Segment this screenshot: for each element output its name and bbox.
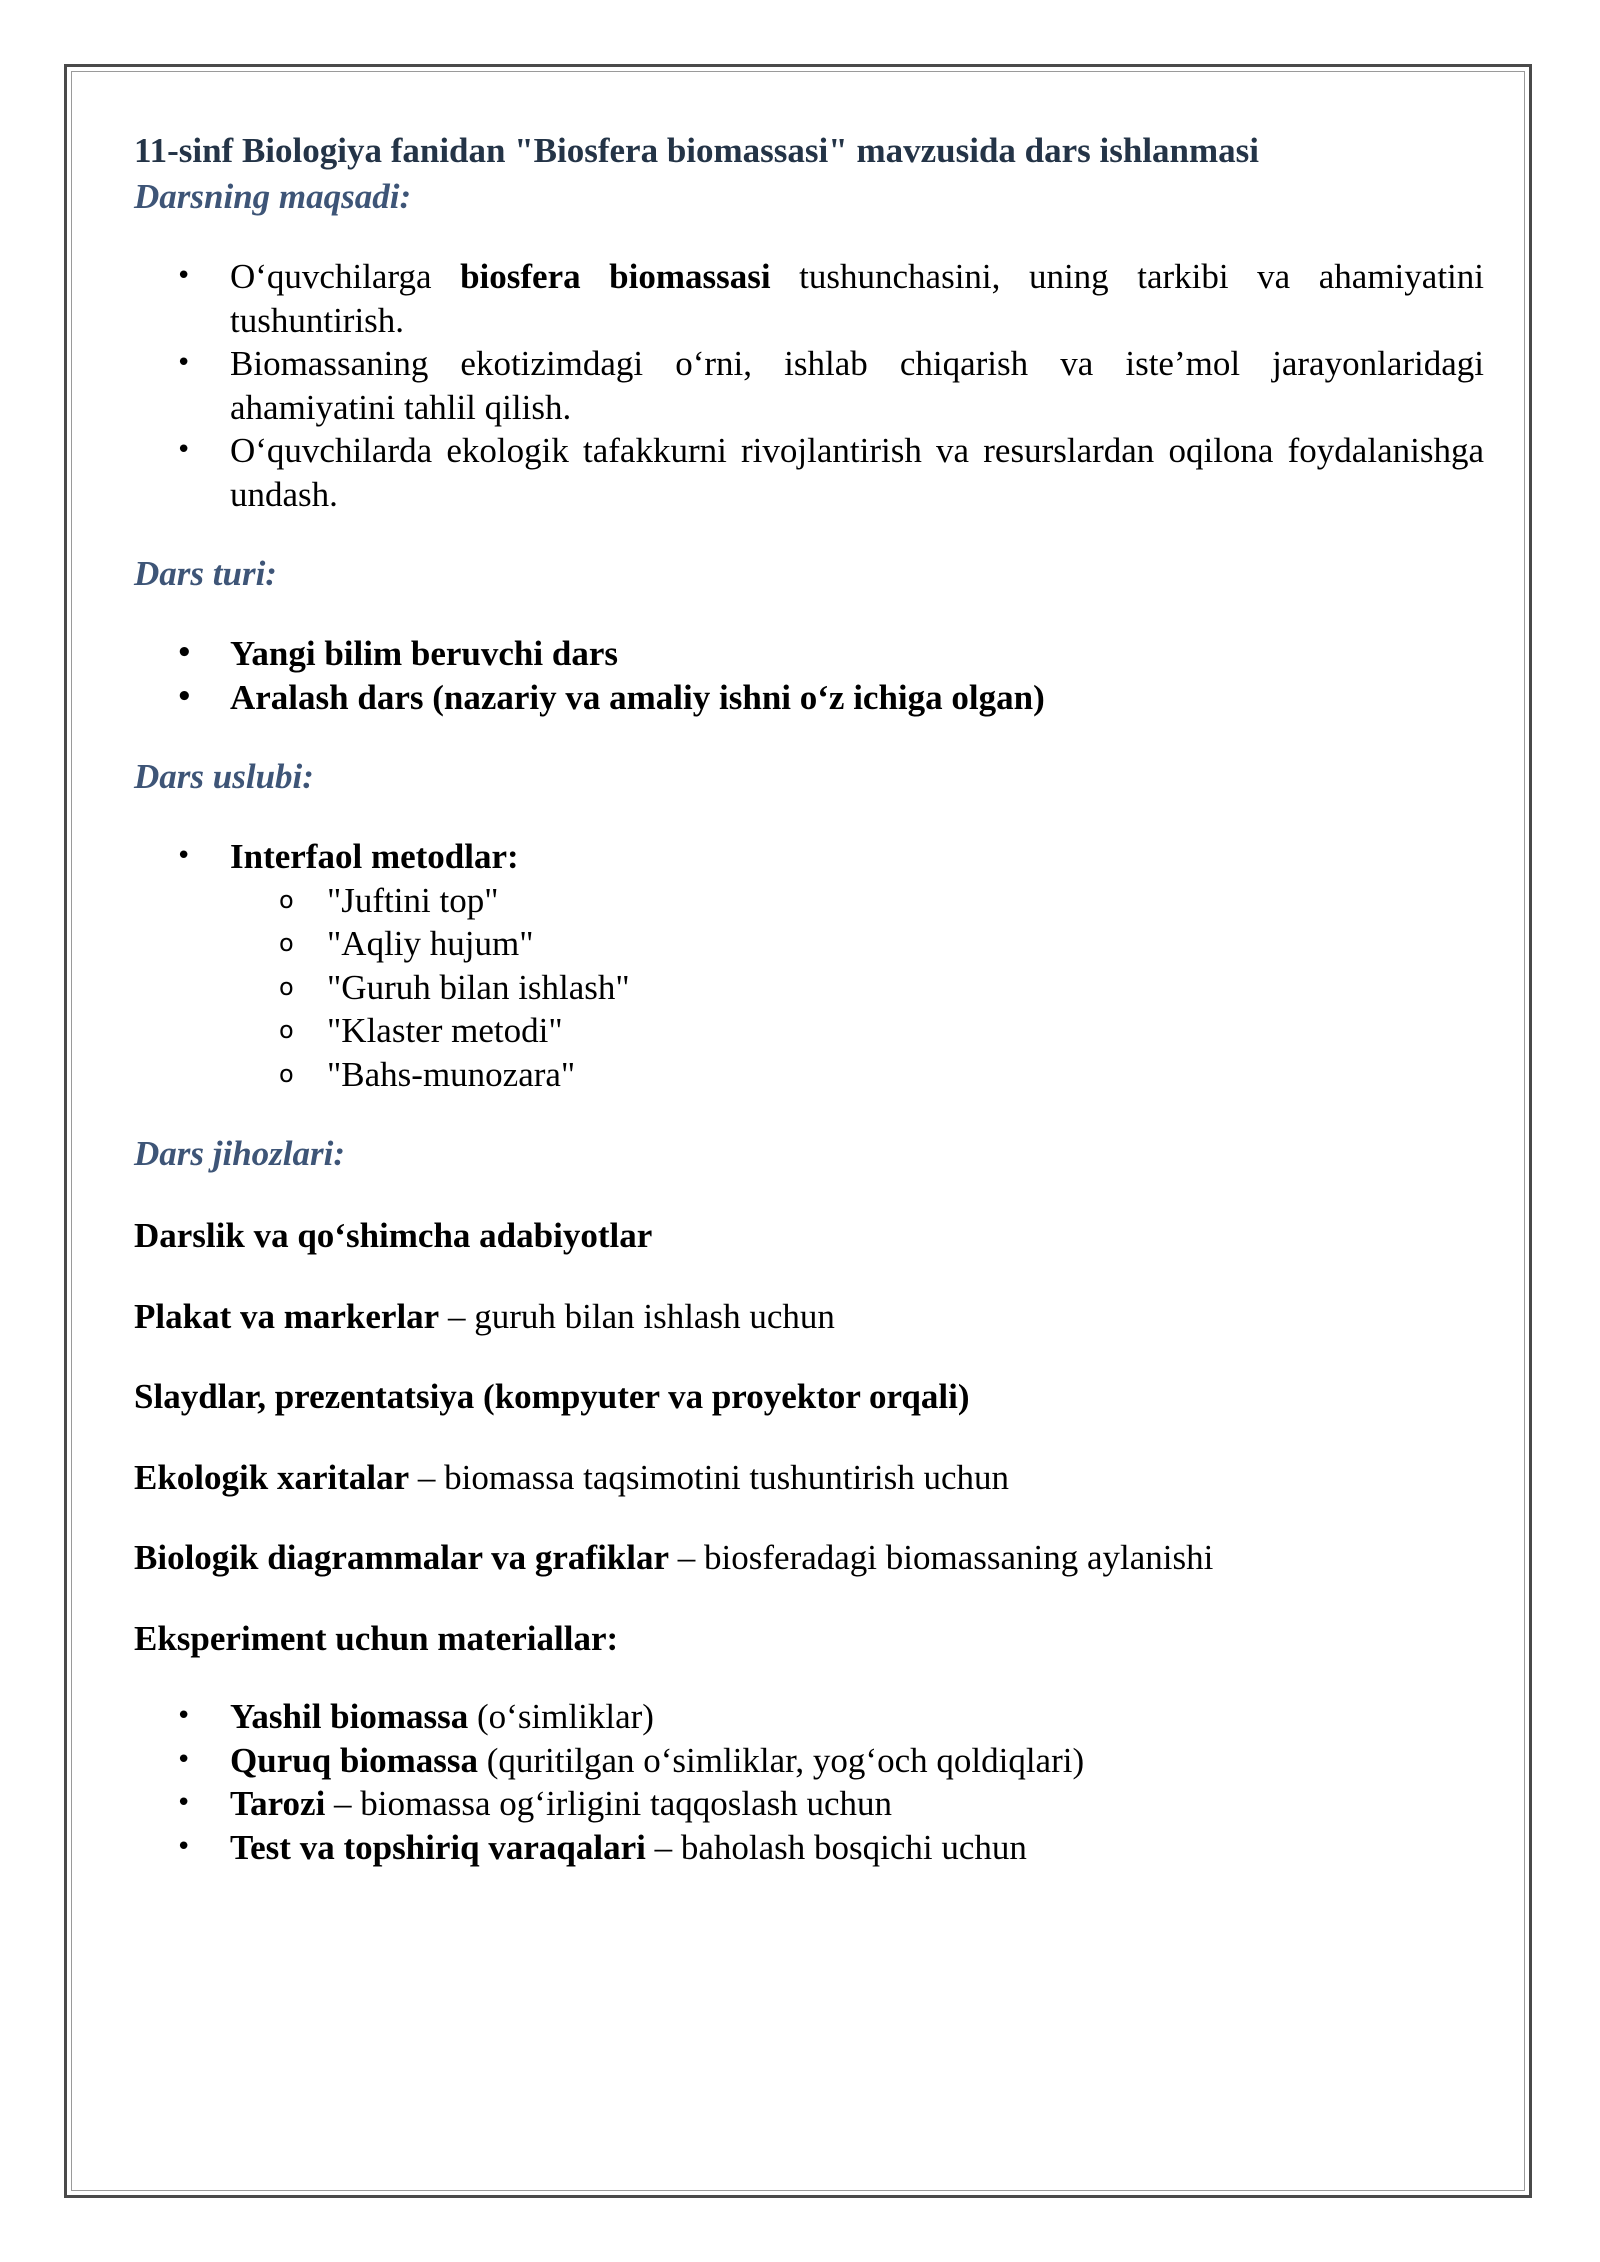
equipment-bold: Slaydlar, prezentatsiya (kompyuter va proyektor orqali) (134, 1377, 970, 1416)
equipment-line (134, 1536, 1484, 1580)
list-item (134, 429, 1484, 516)
method-item: o "Juftini top" (134, 879, 1484, 923)
equipment-bold: Darslik va qo‘shimcha adabiyotlar (134, 1216, 653, 1255)
method-item: o "Guruh bilan ishlash" (134, 966, 1484, 1010)
document-body (134, 128, 1484, 1869)
goals-heading: Darsning maqsadi: (134, 177, 412, 216)
list-item (134, 1782, 1484, 1826)
equipment-line (134, 1456, 1484, 1500)
methods-list (230, 879, 1484, 1097)
equipment-bold: Eksperiment uchun materiallar: (134, 1618, 619, 1658)
goals-list (134, 255, 1484, 516)
material-rest: – biomassa og‘irligini taqqoslash uchun (325, 1784, 893, 1823)
equipment-rest: – guruh bilan ishlash uchun (439, 1296, 835, 1336)
method-item: o "Bahs-munozara" (134, 1053, 1484, 1097)
equipment-bold: Plakat va markerlar (134, 1296, 440, 1336)
goal-1-post: tushunchasini, uning tarkibi va ahamiyatini tushuntirish. (230, 257, 1484, 340)
list-item (134, 1695, 1484, 1739)
style-heading: Dars uslubi: (134, 757, 314, 796)
material-bold: Quruq biomassa (230, 1740, 478, 1780)
document-title: 11-sinf Biologiya fanidan "Biosfera biomassasi" mavzusida dars ishlanmasi (134, 131, 1260, 170)
method-item: o "Aqliy hujum" (134, 922, 1484, 966)
material-bold: Tarozi (230, 1784, 326, 1823)
equipment-line (134, 1295, 1484, 1339)
material-bold: Test va topshiriq varaqalari (230, 1827, 646, 1867)
goal-3-text: O‘quvchilarda ekologik tafakkurni rivojlantirish va resurslardan oqilona foydalanishga undash. (230, 431, 1484, 514)
list-item (134, 342, 1484, 429)
material-bold: Yashil biomassa (230, 1697, 469, 1736)
list-item (134, 1826, 1484, 1870)
materials-list (134, 1695, 1484, 1869)
equipment-line (134, 1375, 1484, 1419)
style-main: Interfaol metodlar: (230, 837, 519, 876)
style-list (134, 835, 1484, 1096)
equipment-rest: – biosferadagi biomassaning aylanishi (669, 1538, 1214, 1577)
goal-2-text: Biomassaning ekotizimdagi o‘rni, ishlab chiqarish va iste’mol jarayonlaridagi ahamiyatini tahlil qilish. (230, 344, 1484, 427)
equipment-line (134, 1214, 1484, 1258)
list-item: • Yangi bilim beruvchi dars (134, 632, 1484, 676)
list-item: • Aralash dars (nazariy va amaliy ishni o‘z ichiga olgan) (134, 676, 1484, 720)
equipment-bold: Biologik diagrammalar va grafiklar (134, 1538, 670, 1577)
equipment-line (134, 1617, 1484, 1661)
type-heading: Dars turi: (134, 554, 277, 593)
goal-1-pre: O‘quvchilarga (230, 257, 461, 296)
method-item: o "Klaster metodi" (134, 1009, 1484, 1053)
material-rest: – baholash bosqichi uchun (645, 1827, 1027, 1867)
material-rest: (o‘simliklar) (468, 1697, 654, 1736)
material-rest: (quritilgan o‘simliklar, yog‘och qoldiqlari) (478, 1740, 1085, 1780)
equipment-bold: Ekologik xaritalar (134, 1457, 410, 1497)
list-item (134, 835, 1484, 1096)
list-item (134, 1739, 1484, 1783)
goal-1-bold: biosfera biomassasi (460, 257, 771, 296)
equipment-rest: – biomassa taqsimotini tushuntirish uchun (409, 1457, 1009, 1497)
equipment-heading: Dars jihozlari: (134, 1134, 346, 1173)
type-list (134, 632, 1484, 719)
list-item (134, 255, 1484, 342)
